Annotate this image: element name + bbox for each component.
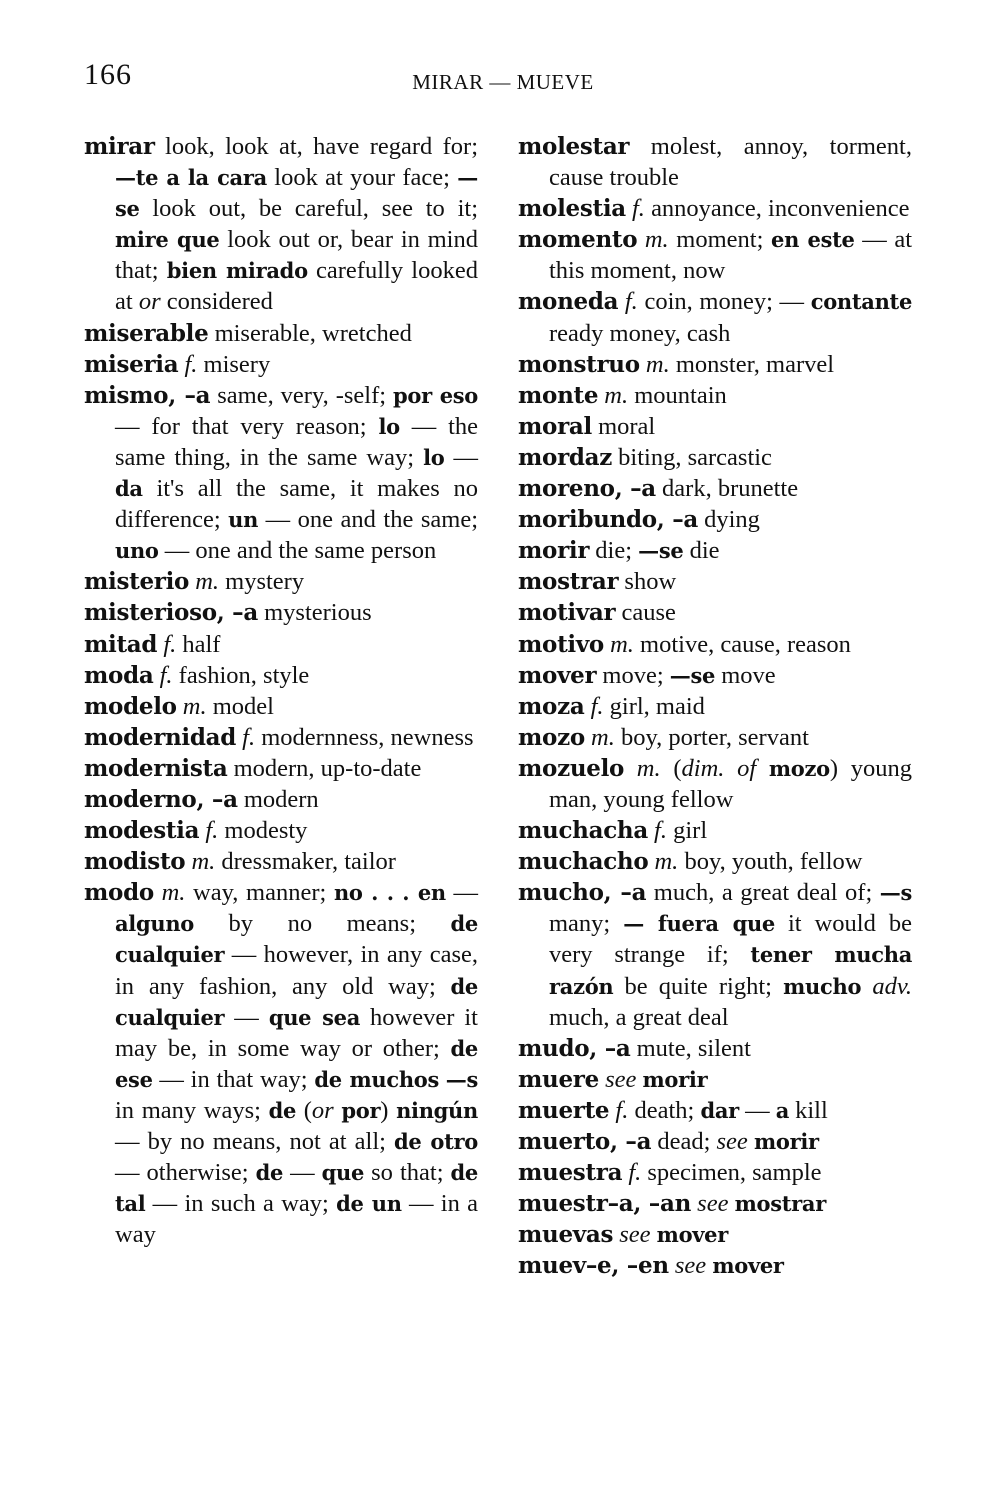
dictionary-entry (518, 1033, 912, 1064)
definition-text: girl (666, 817, 708, 845)
dictionary-entry (518, 535, 912, 566)
dictionary-entry (84, 566, 478, 597)
definition-text: — otherwise; (115, 1159, 256, 1187)
entry-headword: miserable (84, 319, 209, 347)
definition-text: dead; (651, 1128, 717, 1155)
grammar-label: m. (182, 692, 207, 720)
definition-text: modern (237, 785, 319, 813)
grammar-label: m. (191, 848, 216, 876)
definition-text: moral (591, 412, 656, 440)
definition-text: — (738, 1096, 776, 1124)
spanish-phrase: en este (771, 227, 855, 253)
spanish-phrase: de (255, 1160, 284, 1186)
grammar-label: f. (184, 350, 198, 378)
dictionary-entry (84, 629, 478, 660)
definition-text: kill (789, 1096, 828, 1124)
grammar-label: f. (628, 1159, 642, 1187)
spanish-phrase: mire que (115, 227, 220, 253)
grammar-label: see (619, 1221, 651, 1249)
spanish-phrase: morir (642, 1066, 708, 1092)
entry-headword: modernidad (84, 723, 237, 751)
spanish-phrase: mostrar (734, 1191, 826, 1217)
definition-text: however it may be, in some way or other; (115, 1003, 478, 1062)
entry-headword: muev–e, –en (518, 1252, 669, 1280)
dictionary-entry (84, 318, 478, 349)
entry-headword: monstruo (518, 350, 640, 378)
grammar-label: m. (644, 226, 669, 254)
dictionary-entry (518, 1250, 912, 1281)
dictionary-entry (518, 504, 912, 535)
definition-text: be quite right; (613, 972, 784, 1000)
definition-text: look, look at, have regard for; (154, 133, 478, 160)
spanish-phrase: contante (810, 289, 913, 315)
definition-text: modernness, newness (255, 723, 474, 751)
page-number: 166 (84, 58, 132, 91)
dictionary-entry (84, 660, 478, 691)
dictionary-entry (84, 691, 478, 722)
definition-text: so that; (364, 1159, 451, 1187)
dictionary-entry (518, 411, 912, 442)
definition-text: half (176, 630, 221, 658)
definition-text: much, a great deal (549, 1003, 729, 1031)
entry-headword: morir (518, 537, 590, 565)
definition-text: — in that way; (152, 1065, 315, 1093)
spanish-phrase: da (115, 476, 143, 502)
dictionary-entry (518, 691, 912, 722)
entry-headword: molestar (518, 133, 630, 160)
spanish-phrase: dar (700, 1097, 739, 1123)
spanish-phrase: alguno (115, 911, 195, 937)
definition-text: boy, porter, servant (614, 723, 809, 751)
definition-text: model (206, 692, 274, 720)
entry-headword: misterioso, –a (84, 599, 258, 627)
dictionary-entry (518, 286, 912, 348)
left-column (84, 131, 478, 1250)
spanish-phrase: mozo (768, 755, 830, 781)
dictionary-entry (518, 660, 912, 691)
entry-headword: monte (518, 381, 599, 409)
definition-text: move (715, 661, 776, 689)
grammar-label: f. (590, 692, 604, 720)
dictionary-entry (518, 722, 912, 753)
definition-text: move; (596, 661, 670, 689)
entry-headword: muchacha (518, 817, 648, 845)
definition-text (624, 755, 637, 782)
spanish-phrase: de un (336, 1191, 402, 1217)
entry-headword: mordaz (518, 443, 613, 471)
entry-headword: moneda (518, 288, 619, 316)
spanish-phrase: lo (423, 444, 445, 470)
dictionary-entry (518, 1095, 912, 1126)
dictionary-entry (84, 131, 478, 318)
definition-text: misery (197, 350, 271, 378)
dictionary-entry (518, 1064, 912, 1095)
definition-text: annoyance, inconvenience (644, 195, 910, 223)
entry-headword: motivar (518, 599, 616, 627)
spanish-phrase: mucho (783, 973, 862, 999)
entry-headword: motivo (518, 630, 604, 658)
spanish-phrase: —se (669, 662, 716, 688)
definition-text: — one and the same; (258, 506, 479, 534)
spanish-phrase: morir (753, 1129, 819, 1154)
definition-text: much, a great deal of; (646, 879, 880, 907)
entry-headword: muere (518, 1065, 599, 1093)
definition-text: modesty (218, 817, 308, 845)
grammar-label: m. (604, 381, 629, 409)
definition-text: ( (660, 754, 682, 782)
dictionary-entry (518, 1188, 912, 1219)
entry-headword: muerto, –a (518, 1128, 652, 1155)
dictionary-entry (518, 629, 912, 660)
definition-text (618, 288, 625, 315)
definition-text: — at this moment, now (549, 226, 912, 285)
definition-text: cause (615, 599, 676, 627)
definition-text (637, 226, 645, 253)
definition-text: die; (589, 537, 639, 565)
dictionary-entry (518, 442, 912, 473)
entry-headword: misterio (84, 568, 190, 596)
spanish-phrase: de muchos (314, 1066, 440, 1092)
definition-text: mystery (219, 568, 305, 596)
definition-text: by no means; (194, 910, 451, 938)
spanish-phrase: —s (445, 1066, 479, 1092)
spanish-phrase: —se (638, 538, 684, 564)
definition-text: — the same thing, in the same way; (115, 412, 478, 471)
dictionary-entry (518, 349, 912, 380)
definition-text: it would be very strange if; (549, 910, 912, 969)
entry-headword: muestr–a, –an (518, 1190, 692, 1218)
definition-text: ) (380, 1096, 397, 1124)
dictionary-entry (518, 1126, 912, 1157)
entry-headword: mudo, –a (518, 1034, 631, 1062)
entry-headword: modo (84, 879, 154, 907)
dictionary-entry (518, 224, 912, 286)
entry-headword: mover (518, 661, 597, 689)
dictionary-entry (518, 473, 912, 504)
definition-text: — however, in any case, in any fashion, any old way; (115, 941, 478, 1000)
grammar-label: see (697, 1190, 729, 1218)
definition-text: look out, be careful, see to it; (139, 195, 478, 223)
spanish-phrase: de otro (394, 1129, 478, 1154)
dictionary-entry (84, 753, 478, 784)
definition-text: dying (698, 506, 760, 534)
definition-text: fashion, style (172, 661, 310, 689)
definition-text: — for that very reason; (115, 412, 379, 440)
grammar-label: f. (654, 817, 667, 845)
spanish-phrase: — fuera que (623, 911, 775, 937)
entry-headword: muevas (518, 1221, 614, 1249)
running-head: MIRAR — MUEVE (412, 70, 594, 94)
definition-text: many; (549, 910, 624, 938)
spanish-phrase: de (268, 1097, 297, 1123)
entry-headword: modelo (84, 692, 177, 720)
definition-text: boy, youth, fellow (678, 848, 863, 876)
spanish-phrase: bien mirado (166, 258, 308, 284)
dictionary-entry (84, 597, 478, 628)
dictionary-entry (518, 193, 912, 224)
definition-text: — in such a way; (145, 1190, 337, 1218)
spanish-phrase: por (341, 1097, 381, 1123)
definition-text: way, manner; (185, 879, 334, 907)
grammar-label: f. (632, 195, 645, 223)
grammar-label: m. (610, 630, 634, 658)
dictionary-entry (518, 753, 912, 815)
grammar-label: see (716, 1128, 748, 1155)
definition-text: girl, maid (603, 692, 705, 720)
definition-text: ready money, cash (549, 319, 731, 347)
entry-headword: moza (518, 692, 585, 720)
definition-text: motive, cause, reason (633, 630, 851, 658)
grammar-label: f. (615, 1096, 629, 1124)
grammar-label: m. (195, 568, 220, 596)
entry-headword: momento (518, 226, 638, 254)
definition-text: in many ways; (115, 1096, 269, 1124)
grammar-label: or (311, 1096, 334, 1124)
entry-headword: moreno, –a (518, 475, 656, 503)
entry-headword: modestia (84, 817, 200, 845)
definition-text: miserable, wretched (208, 319, 412, 347)
spanish-phrase: no . . . en (333, 880, 446, 906)
dictionary-entry (84, 815, 478, 846)
definition-text: die (683, 537, 720, 565)
dictionary-entry (84, 722, 478, 753)
entry-headword: moda (84, 661, 154, 689)
entry-headword: muestra (518, 1159, 623, 1187)
spanish-phrase: mover (656, 1222, 729, 1248)
grammar-label: adv. (872, 972, 912, 1000)
definition-text: show (618, 568, 677, 596)
spanish-phrase: por eso (393, 382, 479, 408)
dictionary-entry (84, 349, 478, 380)
entry-headword: moral (518, 412, 592, 440)
entry-headword: modernista (84, 754, 228, 782)
grammar-label: f. (624, 288, 638, 316)
entry-headword: mucho, –a (518, 879, 647, 907)
dictionary-entry (518, 1219, 912, 1250)
definition-text: modern, up-to-date (227, 754, 422, 782)
definition-text: — by no means, not at all; (115, 1128, 395, 1155)
dictionary-entry (518, 131, 912, 193)
grammar-label: dim. of (681, 754, 757, 782)
definition-text: same, very, -self; (210, 381, 394, 409)
dictionary-entry (84, 877, 478, 1250)
grammar-label: or (138, 288, 161, 316)
spanish-phrase: de cualquier (115, 911, 478, 968)
definition-text: — (445, 879, 479, 907)
definition-text: dark, brunette (655, 475, 799, 503)
definition-text: monster, marvel (669, 350, 835, 378)
definition-text: coin, money; — (637, 288, 811, 316)
dictionary-entry (518, 815, 912, 846)
definition-text: biting, sarcastic (612, 443, 772, 471)
definition-text: — one and the same person (158, 537, 437, 565)
entry-headword: mirar (84, 133, 155, 160)
spanish-phrase: que (321, 1160, 365, 1186)
spanish-phrase: mover (712, 1253, 784, 1279)
spanish-phrase: de ese (115, 1035, 478, 1092)
entry-headword: molestia (518, 195, 626, 223)
definition-text (861, 973, 872, 1000)
definition-text: dressmaker, tailor (215, 848, 396, 876)
definition-text: it's all the same, it makes no difference; (115, 475, 478, 534)
spanish-phrase: —s (879, 880, 913, 906)
entry-headword: mitad (84, 630, 158, 658)
grammar-label: m. (591, 723, 615, 751)
entry-headword: mozo (518, 723, 585, 751)
definition-text: — (224, 1003, 269, 1031)
spanish-phrase: lo (378, 413, 400, 439)
dictionary-entry (518, 380, 912, 411)
grammar-label: m. (636, 754, 661, 782)
entry-headword: muerte (518, 1096, 610, 1124)
right-column (518, 131, 912, 1281)
spanish-phrase: de cualquier (115, 973, 478, 1030)
definition-text: moment; (668, 226, 772, 254)
entry-headword: mostrar (518, 568, 619, 596)
spanish-phrase: —te a la cara (115, 165, 267, 191)
definition-text: — (283, 1159, 322, 1187)
definition-text: carefully looked at (115, 257, 478, 316)
entry-headword: moderno, –a (84, 785, 238, 813)
definition-text: look at your face; (266, 164, 458, 192)
definition-text: ) young man, young fellow (549, 754, 912, 813)
definition-text: molest, annoy, torment, cause trouble (549, 133, 912, 192)
grammar-label: see (674, 1252, 707, 1280)
dictionary-entry (518, 846, 912, 877)
spanish-phrase: que sea (268, 1004, 361, 1030)
definition-text: mountain (628, 381, 727, 409)
definition-text (439, 1066, 446, 1093)
spanish-phrase: ningún (396, 1097, 478, 1123)
spanish-phrase: tener mucha razón (549, 942, 912, 999)
grammar-label: f. (205, 817, 219, 845)
entry-headword: mismo, –a (84, 381, 211, 409)
grammar-label: m. (645, 350, 670, 378)
dictionary-entry (84, 784, 478, 815)
grammar-label: see (605, 1065, 637, 1093)
definition-text: death; (628, 1096, 701, 1124)
definition-text: specimen, sample (641, 1159, 822, 1187)
grammar-label: m. (654, 848, 679, 876)
definition-text: look out or, bear in mind that; (115, 226, 478, 285)
spanish-phrase: de tal (115, 1160, 478, 1217)
definition-text: — in a way (115, 1190, 478, 1249)
spanish-phrase: a (775, 1097, 789, 1123)
entry-headword: muchacho (518, 848, 649, 876)
definition-text (154, 879, 162, 906)
definition-text: considered (160, 288, 273, 316)
spanish-phrase: —se (115, 165, 478, 222)
definition-text (756, 755, 769, 782)
entry-headword: moribundo, –a (518, 506, 698, 534)
dictionary-entry (84, 846, 478, 877)
grammar-label: m. (161, 879, 186, 907)
dictionary-entry (518, 1157, 912, 1188)
grammar-label: f. (159, 661, 173, 689)
definition-text: ( (296, 1096, 312, 1124)
dictionary-entry (518, 566, 912, 597)
dictionary-entry (518, 877, 912, 1032)
grammar-label: f. (242, 723, 256, 751)
definition-text: — (444, 443, 478, 471)
definition-text: mute, silent (630, 1034, 751, 1062)
entry-headword: mozuelo (518, 754, 625, 782)
dictionary-entry (84, 380, 478, 567)
spanish-phrase: un (228, 507, 259, 533)
entry-headword: miseria (84, 350, 179, 378)
grammar-label: f. (163, 630, 177, 658)
spanish-phrase: uno (115, 538, 159, 564)
definition-text: mysterious (257, 599, 372, 627)
dictionary-entry (518, 597, 912, 628)
entry-headword: modisto (84, 848, 186, 876)
